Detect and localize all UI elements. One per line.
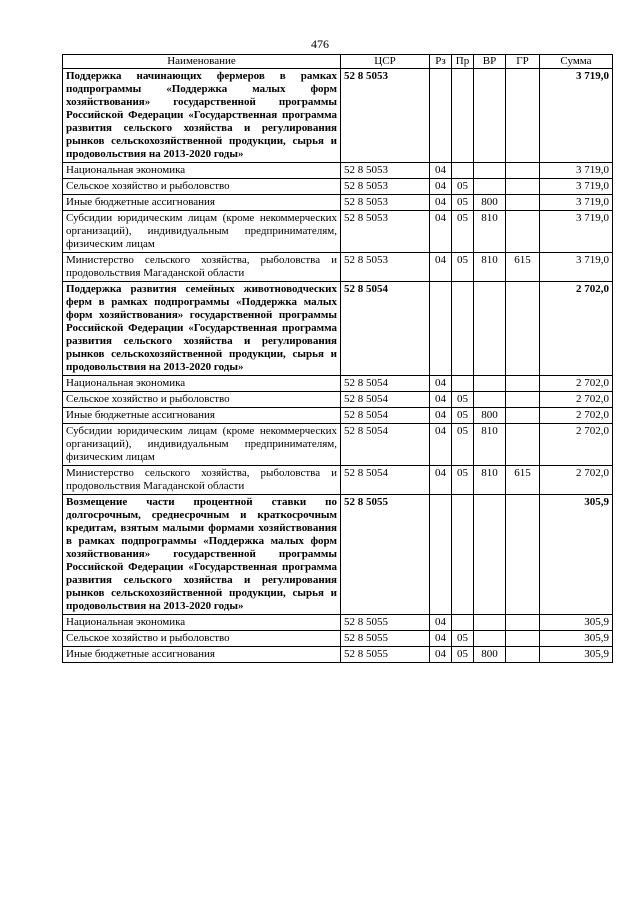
cell-sum: 305,9 (540, 647, 613, 663)
table-row (63, 163, 613, 179)
cell-vr (474, 179, 506, 195)
cell-rz: 04 (430, 163, 452, 179)
cell-pr: 05 (452, 179, 474, 195)
cell-gr (506, 211, 540, 253)
cell-pr: 05 (452, 392, 474, 408)
cell-rz: 04 (430, 179, 452, 195)
cell-gr (506, 282, 540, 376)
cell-pr: 05 (452, 408, 474, 424)
cell-pr (452, 495, 474, 615)
cell-rz: 04 (430, 392, 452, 408)
cell-pr: 05 (452, 211, 474, 253)
cell-gr (506, 376, 540, 392)
cell-gr (506, 615, 540, 631)
header-pr: Пр (452, 55, 474, 69)
page-number: 476 (311, 37, 329, 51)
cell-sum: 305,9 (540, 615, 613, 631)
cell-rz: 04 (430, 615, 452, 631)
cell-sum: 3 719,0 (540, 179, 613, 195)
cell-sum: 2 702,0 (540, 282, 613, 376)
cell-gr (506, 424, 540, 466)
cell-gr (506, 69, 540, 163)
cell-csr: 52 8 5053 (341, 179, 430, 195)
table-header-row (63, 55, 613, 69)
cell-pr: 05 (452, 424, 474, 466)
cell-vr: 810 (474, 466, 506, 495)
cell-sum: 2 702,0 (540, 424, 613, 466)
header-name: Наименование (63, 55, 341, 69)
table-row (63, 211, 613, 253)
cell-name: Иные бюджетные ассигнования (63, 647, 341, 663)
cell-vr: 810 (474, 253, 506, 282)
header-csr: ЦСР (341, 55, 430, 69)
cell-rz: 04 (430, 408, 452, 424)
cell-gr: 615 (506, 253, 540, 282)
cell-name: Субсидии юридическим лицам (кроме некоммерческих организаций), индивидуальным предпринимателям, физическим лицам (63, 211, 341, 253)
cell-sum: 305,9 (540, 495, 613, 615)
cell-csr: 52 8 5054 (341, 376, 430, 392)
cell-pr: 05 (452, 253, 474, 282)
cell-pr (452, 282, 474, 376)
cell-rz (430, 69, 452, 163)
cell-csr: 52 8 5054 (341, 466, 430, 495)
cell-pr (452, 376, 474, 392)
cell-rz: 04 (430, 376, 452, 392)
cell-sum: 2 702,0 (540, 466, 613, 495)
cell-csr: 52 8 5055 (341, 647, 430, 663)
cell-name: Возмещение части процентной ставки по долгосрочным, среднесрочным и краткосрочным кредитам, взятым малыми формами хозяйствования в рамках подпрограммы «Поддержка малых форм хозяйствования» государственной программы Российской Федерации «Государственная программа развития сельского хозяйства и регулирования рынков сельскохозяйственной продукции, сырья и продовольствия на 2013-2020 годы» (63, 495, 341, 615)
cell-vr (474, 163, 506, 179)
cell-name: Национальная экономика (63, 163, 341, 179)
cell-csr: 52 8 5053 (341, 163, 430, 179)
budget-table (62, 54, 613, 663)
cell-gr (506, 195, 540, 211)
table-row (63, 253, 613, 282)
cell-csr: 52 8 5054 (341, 392, 430, 408)
cell-name: Сельское хозяйство и рыболовство (63, 179, 341, 195)
header-rz: Рз (430, 55, 452, 69)
cell-name: Национальная экономика (63, 615, 341, 631)
cell-sum: 3 719,0 (540, 211, 613, 253)
cell-gr (506, 631, 540, 647)
table-row (63, 424, 613, 466)
cell-gr (506, 179, 540, 195)
cell-csr: 52 8 5055 (341, 495, 430, 615)
header-vr: ВР (474, 55, 506, 69)
cell-rz: 04 (430, 647, 452, 663)
cell-vr (474, 615, 506, 631)
cell-csr: 52 8 5053 (341, 69, 430, 163)
cell-vr: 810 (474, 424, 506, 466)
cell-rz: 04 (430, 424, 452, 466)
table-row (63, 392, 613, 408)
cell-gr (506, 647, 540, 663)
cell-rz: 04 (430, 211, 452, 253)
cell-pr: 05 (452, 195, 474, 211)
cell-name: Иные бюджетные ассигнования (63, 408, 341, 424)
cell-name: Субсидии юридическим лицам (кроме некоммерческих организаций), индивидуальным предпринимателям, физическим лицам (63, 424, 341, 466)
cell-sum: 3 719,0 (540, 163, 613, 179)
cell-sum: 305,9 (540, 631, 613, 647)
cell-vr: 800 (474, 408, 506, 424)
cell-sum: 3 719,0 (540, 69, 613, 163)
cell-rz: 04 (430, 253, 452, 282)
cell-vr (474, 631, 506, 647)
cell-vr (474, 69, 506, 163)
cell-vr (474, 376, 506, 392)
table-row (63, 195, 613, 211)
cell-pr: 05 (452, 647, 474, 663)
cell-name: Иные бюджетные ассигнования (63, 195, 341, 211)
table-row (63, 615, 613, 631)
table-row (63, 69, 613, 163)
table-body (63, 69, 613, 663)
cell-sum: 2 702,0 (540, 376, 613, 392)
cell-vr (474, 392, 506, 408)
table-row (63, 466, 613, 495)
cell-gr (506, 408, 540, 424)
cell-pr: 05 (452, 631, 474, 647)
cell-vr: 810 (474, 211, 506, 253)
cell-name: Сельское хозяйство и рыболовство (63, 631, 341, 647)
cell-name: Поддержка начинающих фермеров в рамках подпрограммы «Поддержка малых форм хозяйствования» государственной программы Российской Федерации «Государственная программа развития сельского хозяйства и регулирования рынков сельскохозяйственной продукции, сырья и продовольствия на 2013-2020 годы» (63, 69, 341, 163)
cell-csr: 52 8 5054 (341, 424, 430, 466)
cell-name: Министерство сельского хозяйства, рыболовства и продовольствия Магаданской области (63, 466, 341, 495)
cell-pr (452, 163, 474, 179)
cell-gr (506, 392, 540, 408)
cell-vr: 800 (474, 195, 506, 211)
cell-vr (474, 282, 506, 376)
cell-rz: 04 (430, 195, 452, 211)
table-row (63, 495, 613, 615)
cell-csr: 52 8 5054 (341, 408, 430, 424)
cell-name: Министерство сельского хозяйства, рыболовства и продовольствия Магаданской области (63, 253, 341, 282)
cell-gr (506, 495, 540, 615)
cell-vr (474, 495, 506, 615)
cell-pr (452, 615, 474, 631)
cell-gr (506, 163, 540, 179)
cell-sum: 2 702,0 (540, 392, 613, 408)
cell-sum: 2 702,0 (540, 408, 613, 424)
cell-csr: 52 8 5053 (341, 253, 430, 282)
cell-csr: 52 8 5055 (341, 631, 430, 647)
cell-rz: 04 (430, 466, 452, 495)
cell-vr: 800 (474, 647, 506, 663)
table-row (63, 647, 613, 663)
cell-sum: 3 719,0 (540, 253, 613, 282)
header-sum: Сумма (540, 55, 613, 69)
cell-csr: 52 8 5055 (341, 615, 430, 631)
cell-csr: 52 8 5053 (341, 211, 430, 253)
cell-csr: 52 8 5053 (341, 195, 430, 211)
cell-rz (430, 282, 452, 376)
table-row (63, 376, 613, 392)
cell-rz (430, 495, 452, 615)
cell-name: Поддержка развития семейных животноводческих ферм в рамках подпрограммы «Поддержка малых форм хозяйствования» государственной программы Российской Федерации «Государственная программа развития сельского хозяйства и регулирования рынков сельскохозяйственной продукции, сырья и продовольствия на 2013-2020 годы» (63, 282, 341, 376)
table-row (63, 408, 613, 424)
cell-sum: 3 719,0 (540, 195, 613, 211)
table-row (63, 631, 613, 647)
cell-csr: 52 8 5054 (341, 282, 430, 376)
cell-rz: 04 (430, 631, 452, 647)
cell-name: Сельское хозяйство и рыболовство (63, 392, 341, 408)
header-gr: ГР (506, 55, 540, 69)
cell-name: Национальная экономика (63, 376, 341, 392)
cell-pr (452, 69, 474, 163)
table-row (63, 282, 613, 376)
cell-pr: 05 (452, 466, 474, 495)
cell-gr: 615 (506, 466, 540, 495)
table-row (63, 179, 613, 195)
